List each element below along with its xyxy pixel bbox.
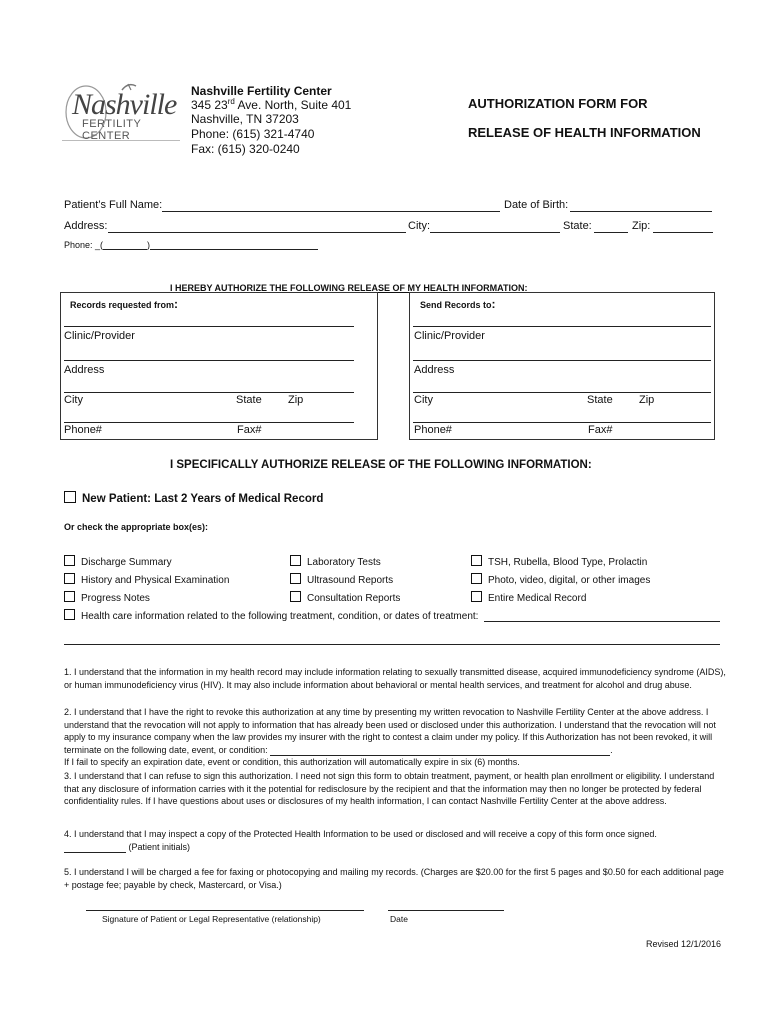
checkbox-icon[interactable] — [290, 591, 301, 602]
city-field[interactable] — [430, 220, 560, 233]
expiration-field[interactable] — [270, 745, 610, 756]
checkbox-icon[interactable] — [471, 555, 482, 566]
state-label: State: — [563, 220, 592, 232]
paragraph-5: 5. I understand I will be charged a fee for faxing or photocopying and mailing my records. (Charges are $20.00 for the first 5 pages and $0.50 for each additional page + postage fee; payable by check, Mastercard, or Visa.) — [64, 867, 724, 890]
revised-date: Revised 12/1/2016 — [646, 939, 722, 949]
checkbox-progress-notes[interactable]: Progress Notes — [64, 591, 150, 604]
paragraph-4: 4. I understand that I may inspect a copy of the Protected Health Information to be used or disclosed and will receive a copy of this form once signed. (Patient initials) — [64, 829, 657, 852]
logo-text-sub: FERTILITY CENTER — [82, 118, 142, 142]
treatment-field-line2[interactable] — [64, 634, 720, 645]
to-clinic-label: Clinic/Provider — [414, 330, 485, 342]
date-field[interactable] — [388, 900, 504, 911]
checkbox-history-physical[interactable]: History and Physical Examination — [64, 573, 229, 586]
checkbox-icon[interactable] — [64, 573, 75, 584]
checkbox-tsh-rubella[interactable]: TSH, Rubella, Blood Type, Prolactin — [471, 555, 647, 568]
paragraph-3: 3. I understand that I can refuse to sign this authorization. I need not sign this form to obtain treatment, payment, or health plan enrollment or eligibility. I understand that any disclosure of information carries with it the potential for redisclosure by the recipient and that the information may then no longer be protected by federal confidentiality rules. If I have questions about uses or disclosures of my health information, I can contact Nashville Fertility Center at the above address. — [64, 771, 715, 806]
from-phone-field[interactable] — [64, 410, 354, 423]
to-clinic-field[interactable] — [413, 314, 711, 327]
checkbox-icon[interactable] — [64, 491, 76, 503]
phone-area-field[interactable] — [103, 239, 147, 250]
checkbox-laboratory-tests[interactable]: Laboratory Tests — [290, 555, 381, 568]
paragraph-1: 1. I understand that the information in my health record may include information relating to sexually transmitted disease, acquired immunodeficiency syndrome (AIDS), or human immunodeficiency virus (HIV). It may also include information about behavioral or mental health services, and treatment for alcohol and drug abuse. — [64, 667, 726, 690]
checkbox-entire-record[interactable]: Entire Medical Record — [471, 591, 586, 604]
zip-field[interactable] — [653, 220, 713, 233]
form-title-line2: RELEASE OF HEALTH INFORMATION — [468, 125, 701, 140]
to-address-field[interactable] — [413, 348, 711, 361]
checkbox-consultation-reports[interactable]: Consultation Reports — [290, 591, 400, 604]
dob-field[interactable] — [570, 199, 712, 212]
records-from-heading: Records requested from: — [70, 297, 179, 311]
new-patient-option[interactable]: New Patient: Last 2 Years of Medical Record — [64, 491, 323, 505]
org-city: Nashville, TN 37203 — [191, 112, 299, 126]
org-name: Nashville Fertility Center — [191, 84, 332, 98]
to-address-label: Address — [414, 364, 455, 376]
org-fax: Fax: (615) 320-0240 — [191, 142, 300, 156]
zip-label: Zip: — [632, 220, 651, 232]
checkbox-icon[interactable] — [290, 555, 301, 566]
from-city-label: City — [64, 394, 83, 406]
signature-field[interactable] — [86, 900, 364, 911]
to-zip-label: Zip — [639, 394, 655, 406]
from-address-field[interactable] — [64, 348, 354, 361]
phone-number-field[interactable] — [150, 239, 318, 250]
from-fax-label: Fax# — [237, 424, 262, 436]
checkbox-discharge-summary[interactable]: Discharge Summary — [64, 555, 172, 568]
treatment-field[interactable] — [484, 609, 720, 622]
from-state-label: State — [236, 394, 262, 406]
checkbox-icon[interactable] — [471, 573, 482, 584]
form-title-line1: AUTHORIZATION FORM FOR — [468, 96, 648, 111]
paragraph-2: 2. I understand that I have the right to revoke this authorization at any time by presenting my written revocation to Nashville Fertility Center at the above address. I understand that the revocation will not apply to information that has already been used or disclosed under this authorization. I understand that the revocation will not apply to my insurance company when the law provides my insurer with the right to contest a claim under my policy. If this Authorization has not been revoked, it will terminate on the following date, event, or condition: . If I fail to specify an expiration date, event or condition, this authorization will automatically expire in six (6) months. — [64, 707, 716, 767]
state-field[interactable] — [594, 220, 628, 233]
address-field[interactable] — [108, 220, 406, 233]
specific-heading: I SPECIFICALLY AUTHORIZE RELEASE OF THE FOLLOWING INFORMATION: — [170, 459, 592, 471]
from-clinic-label: Clinic/Provider — [64, 330, 135, 342]
address-label: Address: — [64, 220, 108, 232]
checkbox-icon[interactable] — [64, 591, 75, 602]
to-phone-field[interactable] — [413, 410, 711, 423]
authorize-heading: I HEREBY AUTHORIZE THE FOLLOWING RELEASE OF MY HEALTH INFORMATION: — [170, 283, 528, 293]
date-label: Date — [390, 914, 408, 924]
initials-field[interactable] — [64, 842, 126, 853]
to-city-field[interactable] — [413, 380, 711, 393]
org-phone: Phone: (615) 321-4740 — [191, 127, 315, 141]
patient-name-label: Patient’s Full Name: — [64, 199, 163, 211]
checkbox-health-care-info[interactable]: Health care information related to the following treatment, condition, or dates of treatment: — [64, 609, 478, 622]
to-fax-label: Fax# — [588, 424, 613, 436]
from-phone-label: Phone# — [64, 424, 102, 436]
from-address-label: Address — [64, 364, 105, 376]
to-phone-label: Phone# — [414, 424, 452, 436]
city-label: City: — [408, 220, 430, 232]
checkbox-icon[interactable] — [290, 573, 301, 584]
checkbox-photo-video[interactable]: Photo, video, digital, or other images — [471, 573, 650, 586]
dob-label: Date of Birth: — [504, 199, 569, 211]
logo — [62, 82, 180, 146]
send-to-heading: Send Records to: — [420, 297, 496, 311]
logo-text-main: Nashville — [72, 88, 177, 121]
from-clinic-field[interactable] — [64, 314, 354, 327]
signature-label: Signature of Patient or Legal Representative (relationship) — [102, 914, 321, 924]
phone-label: Phone: _( ) — [64, 239, 318, 250]
checkbox-icon[interactable] — [471, 591, 482, 602]
checkbox-ultrasound-reports[interactable]: Ultrasound Reports — [290, 573, 393, 586]
to-city-label: City — [414, 394, 433, 406]
to-state-label: State — [587, 394, 613, 406]
from-city-field[interactable] — [64, 380, 354, 393]
patient-name-field[interactable] — [162, 199, 500, 212]
or-check-label: Or check the appropriate box(es): — [64, 522, 209, 532]
from-zip-label: Zip — [288, 394, 304, 406]
checkbox-icon[interactable] — [64, 555, 75, 566]
checkbox-icon[interactable] — [64, 609, 75, 620]
org-address: 345 23rd Ave. North, Suite 401 — [191, 97, 352, 112]
